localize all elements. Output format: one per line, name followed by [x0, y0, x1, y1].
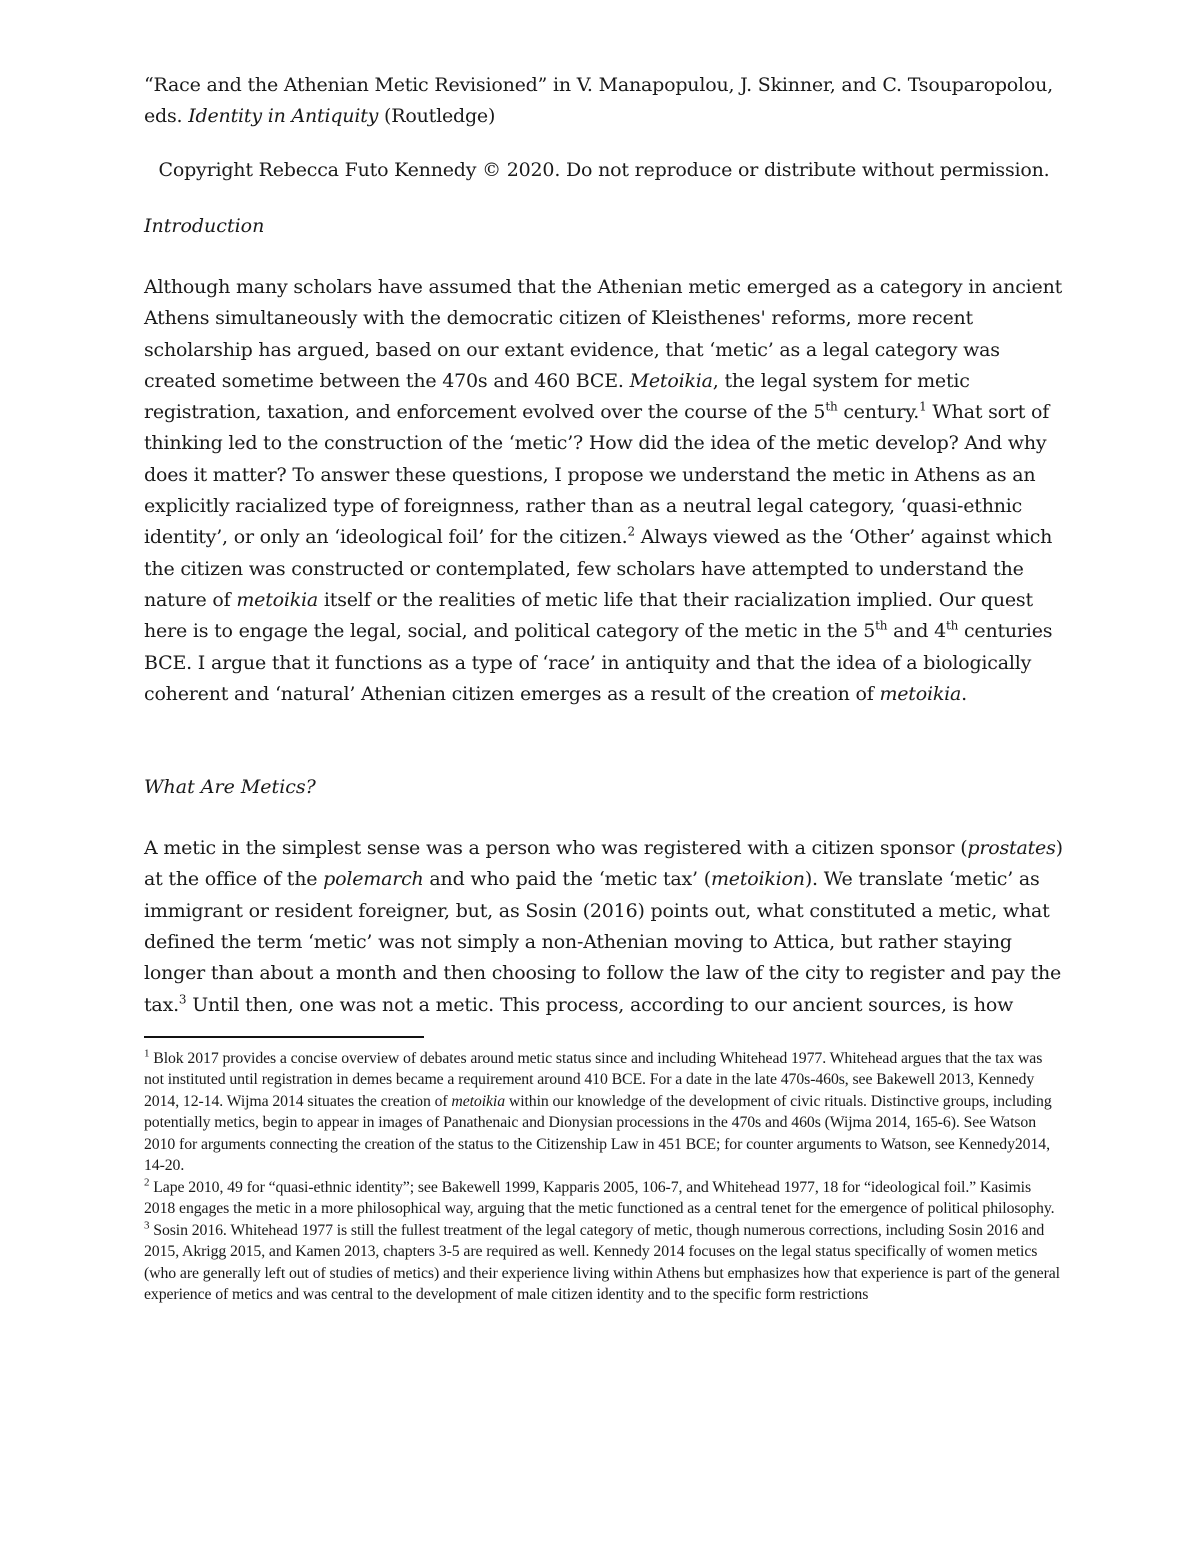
footnote-ref-1[interactable]: 1 — [919, 399, 927, 414]
text-run: and who paid the ‘metic tax’ ( — [423, 868, 711, 891]
ordinal-suffix: th — [825, 399, 838, 414]
footnote-text: within our knowledge of the development of civic rituals. Distinctive groups, including potentially metics, begin to appear in images of Panathenaic and Dionysian processions in the 470s and 460s (Wijma 2014, 165-6). See Watson 2010 for arguments connecting the creation of the status to the Citizenship Law in 451 BCE; for counter arguments to Watson, see Kennedy2014, 14-20. — [144, 1092, 1052, 1175]
citation — [144, 70, 1064, 132]
section-heading-what-are-metics: What Are Metics? — [144, 776, 316, 799]
footnote-number: 2 — [144, 1176, 150, 1189]
document-page — [144, 70, 1064, 1306]
footnote-number: 3 — [144, 1219, 150, 1232]
text-run: centuries BCE. I argue that it functions as a type of ‘race’ in antiquity and that the idea of a biologically coherent and ‘natural’ Athenian citizen emerges as a result of the creation of — [144, 620, 1053, 705]
footnote-number: 1 — [144, 1047, 150, 1060]
footnote-separator — [144, 1036, 424, 1038]
term-metoikion: metoikion — [710, 868, 805, 891]
text-run: Always viewed as the ‘Other’ against which the citizen was constructed or contemplated, few scholars have attempted to understand the nature of — [144, 526, 1053, 611]
term-prostates: prostates — [967, 837, 1056, 860]
ordinal-suffix: th — [945, 618, 959, 633]
footnote-text: Sosin 2016. Whitehead 1977 is still the fullest treatment of the legal category of metic, though numerous corrections, including Sosin 2016 and 2015, Akrigg 2015, and Kamen 2013, chapters 3-5 are required as well. Kennedy 2014 focuses on the legal status specifically of women metics (who are generally left out of studies of metics) and their experience living within Athens but emphasizes how that experience is part of the general experience of metics and was central to the development of male citizen identity and to the specific form restrictions — [144, 1221, 1060, 1304]
term-metoikia: Metoikia — [629, 369, 713, 392]
citation-prefix: “Race and the Athenian Metic Revisioned” in V. Manapopulou, J. Skinner, and C. Tsouparopolou, eds. — [144, 74, 1054, 127]
term-metoikia: metoikia — [879, 682, 962, 705]
text-run: Until then, one was not a metic. This process, according to our ancient sources, is how — [186, 993, 1014, 1016]
text-run: century. — [837, 401, 920, 424]
text-run: ) at the office of the — [144, 837, 1063, 891]
footnote-1 — [144, 1048, 1064, 1177]
text-run: Although many scholars have assumed that the Athenian metic emerged as a category in ancient Athens simultaneously with the democratic citizen of Kleisthenes' reforms, more recent scholarship has argued, based on our extant evidence, that ‘metic’ as a legal category was created sometime between the 470s and 460 BCE. — [144, 276, 1063, 392]
text-run: . — [961, 682, 968, 705]
footnote-ref-3[interactable]: 3 — [178, 992, 187, 1007]
footnote-ref-2[interactable]: 2 — [627, 525, 635, 540]
footnote-3 — [144, 1220, 1064, 1306]
book-title: Identity in Antiquity — [188, 105, 379, 127]
introduction-paragraph — [144, 272, 1064, 710]
term-metoikia: metoikia — [236, 588, 319, 611]
text-run: What sort of thinking led to the construction of the ‘metic’? How did the idea of the metic develop? And why does it matter? To answer these questions, I propose we understand the metic in Athens as an explicitly racialized type of foreignness, rather than as a neutral legal category, ‘quasi-ethnic identity’, or only an ‘ideological foil’ for the citizen. — [144, 401, 1050, 549]
footnote-text: Blok 2017 provides a concise overview of debates around metic status since and including Whitehead 1977. Whitehead argues that the tax was not instituted until registration in demes became a requirement around 410 BCE. For a date in the late 470s-460s, see Bakewell 2013, Kennedy 2014, 12-14. Wijma 2014 situates the creation of — [144, 1049, 1043, 1110]
ordinal-suffix: th — [875, 618, 888, 633]
metics-paragraph — [144, 833, 1064, 1021]
section-heading-introduction: Introduction — [144, 215, 265, 237]
footnote-2 — [144, 1177, 1064, 1220]
term-metoikia: metoikia — [451, 1092, 506, 1110]
text-run: and 4 — [887, 620, 946, 643]
citation-publisher: (Routledge) — [378, 105, 496, 127]
term-polemarch: polemarch — [323, 868, 424, 891]
text-run: ). We translate ‘metic’ as immigrant or resident foreigner, but, as Sosin (2016) points out, what constituted a metic, what defined the term ‘metic’ was not simply a non-Athenian moving to Attica, but rather staying longer than about a month and then choosing to follow the law of the city to register and pay the tax. — [144, 868, 1062, 1016]
text-run: , the legal system for metic registration, taxation, and enforcement evolved over the course of the 5 — [144, 369, 970, 424]
copyright-notice: Copyright Rebecca Futo Kennedy © 2020. Do not reproduce or distribute without permission. — [158, 159, 1050, 181]
text-run: itself or the realities of metic life that their racialization implied. Our quest here is to engage the legal, social, and political category of the metic in the 5 — [144, 588, 1033, 643]
text-run: A metic in the simplest sense was a person who was registered with a citizen sponsor ( — [144, 837, 968, 860]
footnote-text: Lape 2010, 49 for “quasi-ethnic identity”; see Bakewell 1999, Kapparis 2005, 106-7, and Whitehead 1977, 18 for “ideological foil.” Kasimis 2018 engages the metic in a more philosophical way, arguing that the metic functioned as a central tenet for the emergence of political philosophy. — [144, 1178, 1055, 1218]
